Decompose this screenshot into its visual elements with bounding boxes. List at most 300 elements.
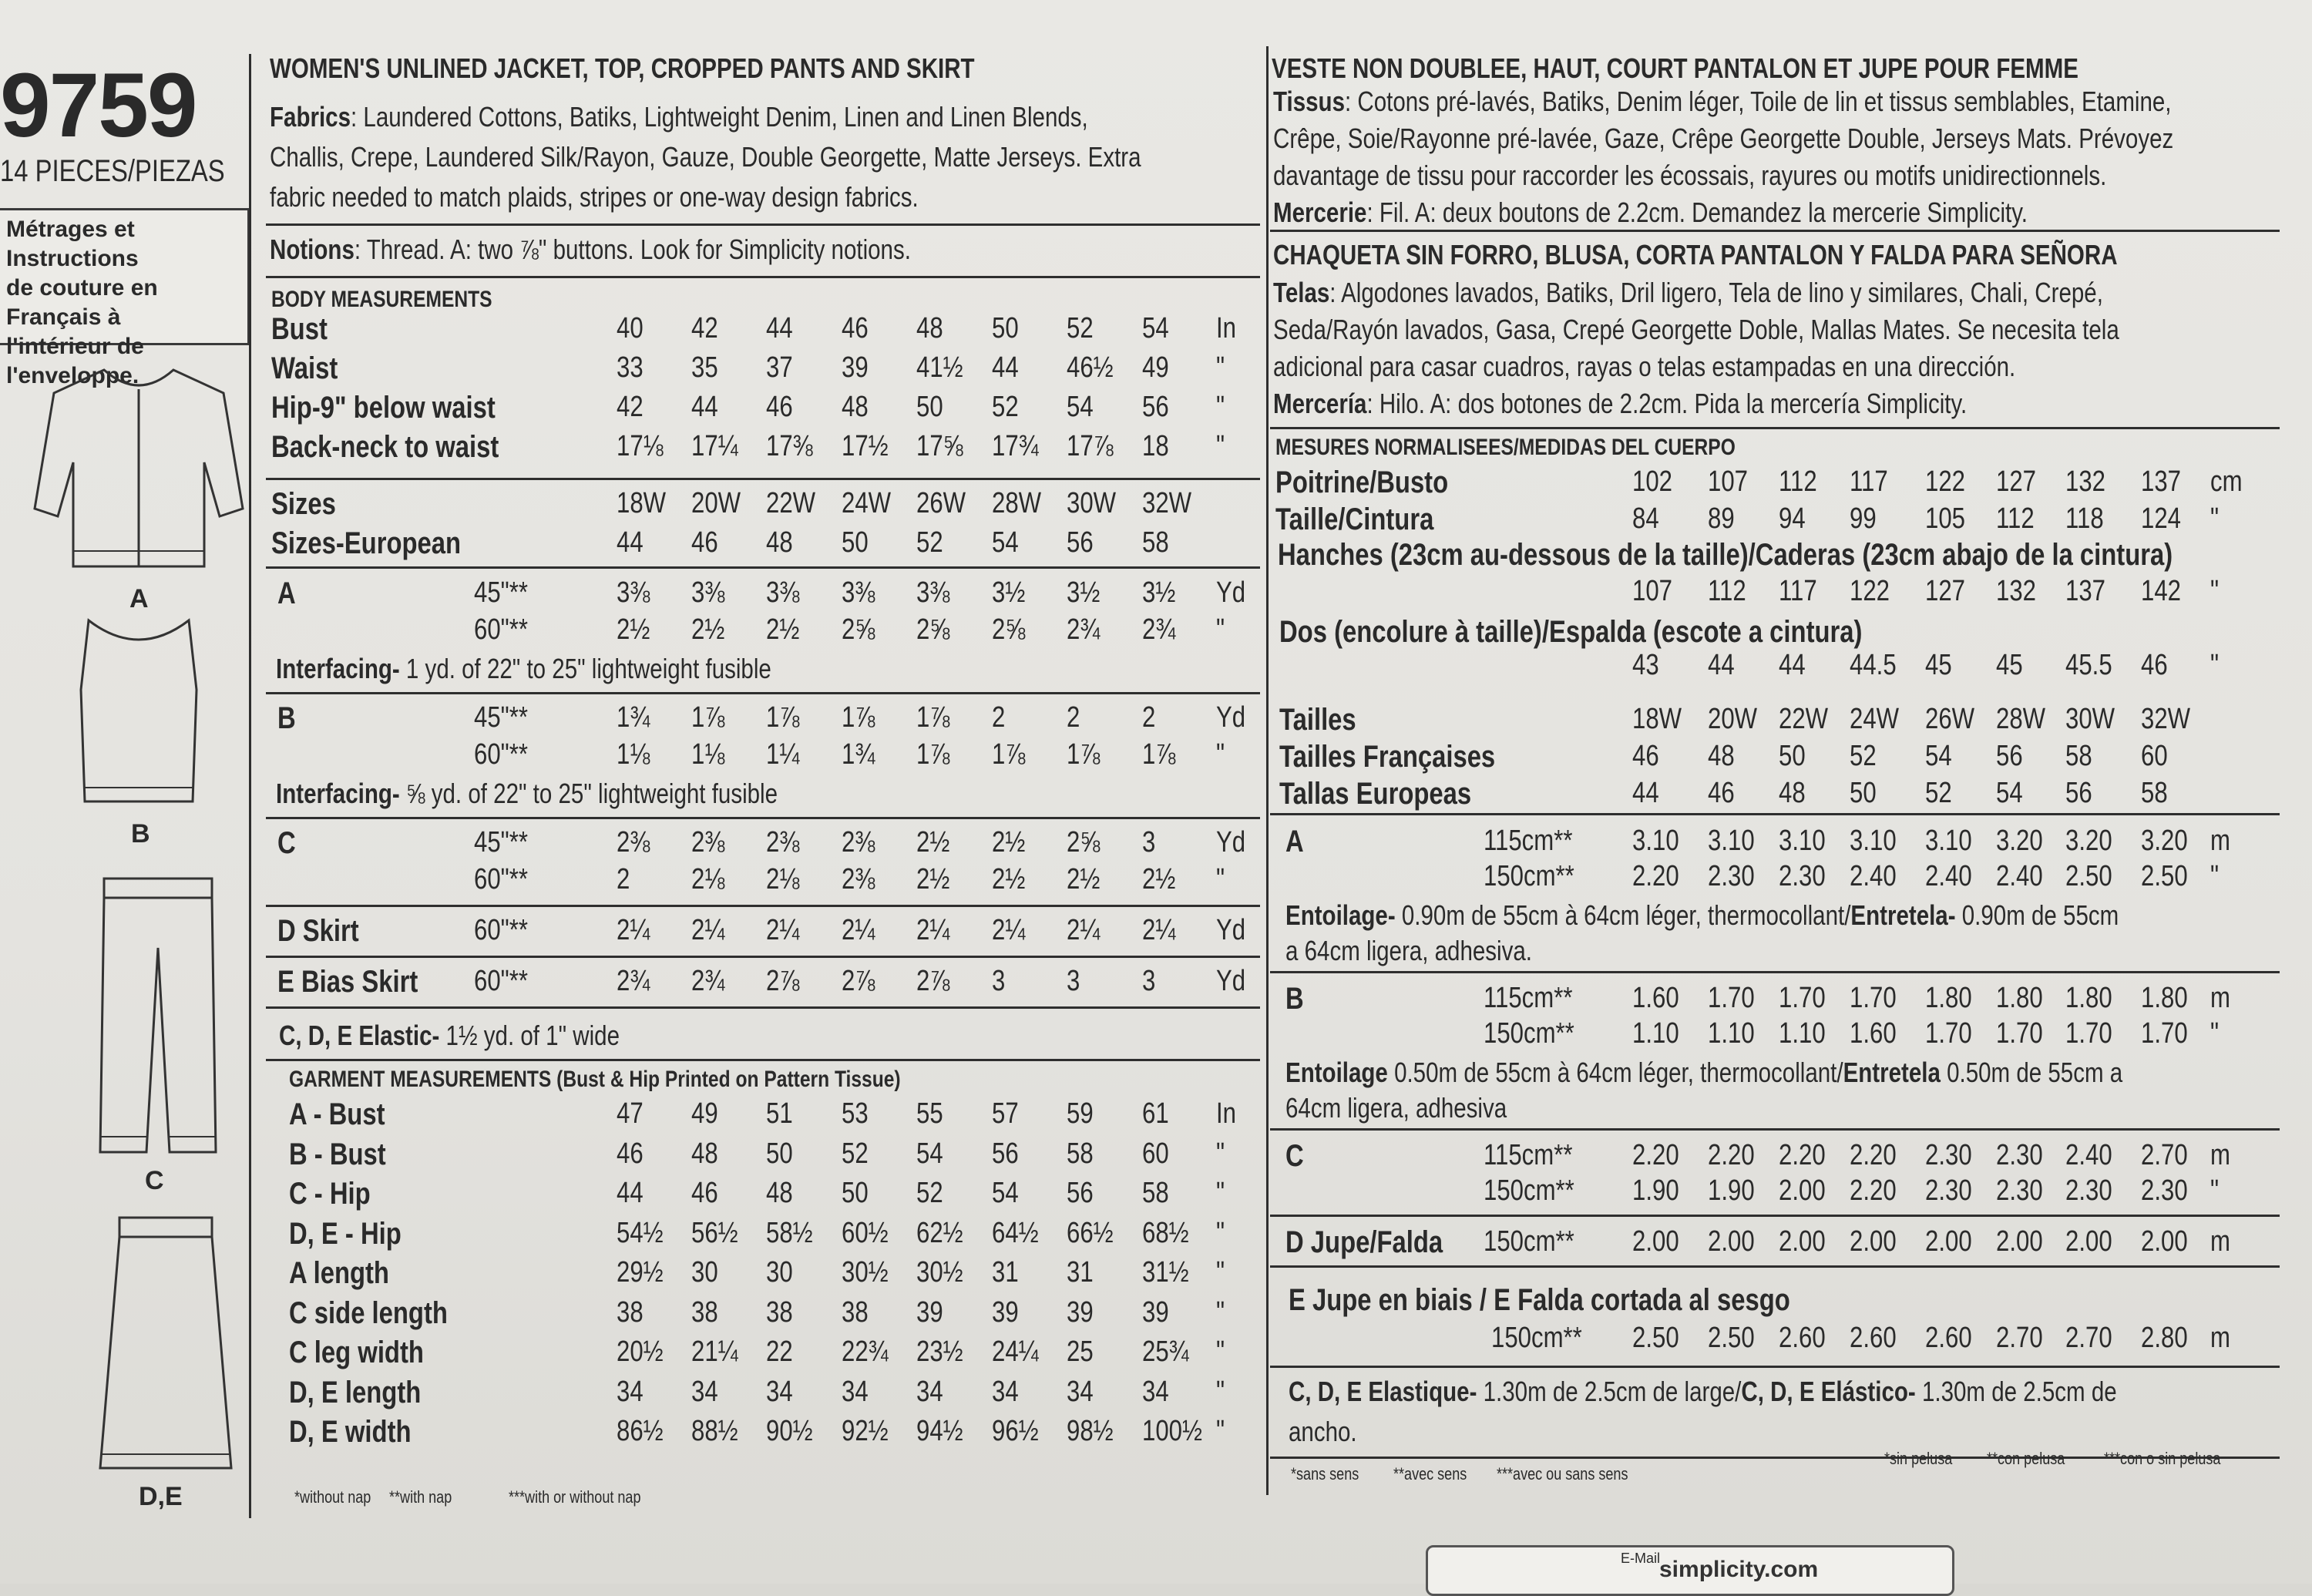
cell-value: 48 (916, 312, 943, 344)
footnote: ***con o sin pelusa (2104, 1449, 2221, 1468)
footnote: ***with or without nap (509, 1487, 641, 1507)
unit-label: " (1216, 1375, 1225, 1408)
cell-value: 2.00 (2141, 1225, 2188, 1258)
rule (1270, 813, 2280, 815)
cell-value: 52 (1925, 777, 1952, 809)
unit-label: m (2210, 982, 2230, 1014)
cell-value: 127 (1996, 465, 2036, 498)
cell-value: 56 (1067, 1177, 1094, 1209)
bias-label: E Jupe en biais / E Falda cortada al sesgo (1289, 1283, 1790, 1317)
unit-label: m (2210, 1322, 2230, 1354)
footnote: **with nap (389, 1487, 452, 1507)
cell-value: 98½ (1067, 1415, 1114, 1447)
row-label: B - Bust (289, 1137, 386, 1171)
unit-label: " (1216, 1336, 1225, 1368)
cell-value: 3.10 (1925, 825, 1972, 857)
cell-value: 58 (1142, 526, 1169, 559)
view-a-jacket-figure (31, 362, 247, 578)
cell-value: 2.20 (1850, 1174, 1897, 1207)
cell-value: 35 (691, 351, 718, 384)
cell-value: 23½ (916, 1336, 963, 1368)
cell-value: 54 (1925, 740, 1952, 772)
cell-value: 2¾ (1067, 613, 1101, 646)
fabric-width: 45"** (474, 701, 528, 734)
cell-value: 1.90 (1708, 1174, 1755, 1207)
cell-value: 132 (1996, 575, 2036, 607)
rule (266, 817, 1260, 819)
unit-label: In (1216, 312, 1236, 344)
cell-value: 117 (1850, 465, 1888, 498)
cell-value: 2⅛ (766, 863, 800, 895)
cell-value: 38 (691, 1295, 718, 1329)
rule (266, 223, 1260, 226)
fabric-width: 115cm** (1484, 982, 1573, 1014)
cell-value: 56 (2065, 777, 2092, 809)
cell-value: 2.70 (1996, 1322, 2043, 1354)
unit-label: " (1216, 1216, 1225, 1249)
cell-value: 1⅞ (766, 701, 800, 734)
cell-value: 137 (2065, 575, 2105, 607)
cell-value: 46 (1632, 740, 1659, 772)
cell-value: 44 (691, 391, 718, 423)
interfacing-note: Entoilage 0.50m de 55cm à 64cm léger, thermocollant/Entretela 0.50m de 55cm a (1285, 1057, 2123, 1088)
fabrics-label: Fabrics (270, 101, 351, 133)
cell-value: 112 (1708, 575, 1746, 607)
cell-value: 1.10 (1708, 1017, 1755, 1050)
unit-label: " (1216, 1256, 1225, 1289)
cell-value: 39 (842, 351, 869, 384)
cell-value: 60½ (842, 1216, 889, 1249)
cell-value: 30W (2065, 703, 2115, 735)
cell-value: 26W (1925, 703, 1975, 735)
fabric-width: 60"** (474, 613, 528, 646)
cell-value: 31 (1067, 1256, 1094, 1289)
cell-value: 124 (2141, 502, 2181, 535)
measure-header: MESURES NORMALISEES/MEDIDAS DEL CUERPO (1275, 435, 1736, 460)
center-divider (1266, 46, 1269, 1495)
cell-value: 3.10 (1708, 825, 1755, 857)
cell-value: 2.30 (2065, 1174, 2112, 1207)
cell-value: 54½ (617, 1216, 664, 1249)
rule (266, 566, 1260, 569)
cell-value: 52 (1067, 312, 1094, 344)
cell-value: 48 (766, 526, 793, 559)
unit-label: " (1216, 1295, 1225, 1329)
row-label: C - Hip (289, 1177, 371, 1211)
row-label: Back-neck to waist (271, 430, 499, 464)
cell-value: 84 (1632, 502, 1659, 535)
cell-value: 1.80 (2141, 982, 2188, 1014)
cell-value: 45 (1996, 649, 2023, 681)
cell-value: 1.60 (1850, 1017, 1897, 1050)
cell-value: 34 (992, 1375, 1019, 1408)
cell-value: 1.80 (1996, 982, 2043, 1014)
row-label: D, E width (289, 1415, 412, 1449)
row-label: C side length (289, 1295, 448, 1330)
cell-value: 2.70 (2065, 1322, 2112, 1354)
cell-value: 3½ (1142, 576, 1176, 609)
cell-value: 2.40 (1850, 860, 1897, 892)
cell-value: 102 (1632, 465, 1672, 498)
cell-value: 2½ (691, 613, 725, 646)
fabric-width: 115cm** (1484, 825, 1573, 857)
fabric-width: 60"** (474, 965, 528, 997)
cell-value: 3⅜ (916, 576, 950, 609)
fabrics-text: Challis, Crepe, Laundered Silk/Rayon, Gauze, Double Georgette, Matte Jerseys. Extra (270, 141, 1141, 173)
cell-value: 49 (1142, 351, 1169, 384)
cell-value: 1.80 (2065, 982, 2112, 1014)
spanish-title: CHAQUETA SIN FORRO, BLUSA, CORTA PANTALON Y FALDA PARA SEÑORA (1273, 239, 2118, 270)
cell-value: 2¾ (1142, 613, 1176, 646)
cell-value: 46 (1708, 777, 1735, 809)
cell-value: 26W (916, 487, 966, 519)
cell-value: 2.20 (1632, 1139, 1679, 1171)
figure-label-c: C (145, 1166, 164, 1195)
cell-value: 40 (617, 312, 644, 344)
cell-value: 1⅞ (1067, 738, 1101, 771)
unit-label: cm (2210, 465, 2243, 498)
cell-value: 25 (1067, 1336, 1094, 1368)
cell-value: 33 (617, 351, 644, 384)
cell-value: 2.30 (1925, 1174, 1972, 1207)
unit-label: " (1216, 1177, 1225, 1209)
cell-value: 86½ (617, 1415, 664, 1447)
cell-value: 2.80 (2141, 1322, 2188, 1354)
cell-value: 2.00 (1632, 1225, 1679, 1258)
cell-value: 17⅝ (916, 430, 963, 462)
cell-value: 17⅜ (766, 430, 813, 462)
cell-value: 58 (1067, 1137, 1094, 1170)
cell-value: 46 (842, 312, 869, 344)
cell-value: 2 (617, 863, 630, 895)
cell-value: 3⅜ (691, 576, 725, 609)
cell-value: 56 (992, 1137, 1019, 1170)
cell-value: 20W (1708, 703, 1758, 735)
view-label: D Jupe/Falda (1285, 1225, 1443, 1259)
cell-value: 42 (617, 391, 644, 423)
cell-value: 54 (992, 1177, 1019, 1209)
french-box-line: l'enveloppe. (6, 363, 139, 388)
cell-value: 51 (766, 1097, 793, 1130)
cell-value: 1⅞ (916, 738, 950, 771)
cell-value: 57 (992, 1097, 1019, 1130)
cell-value: 1.10 (1632, 1017, 1679, 1050)
row-label: Bust (271, 312, 328, 346)
elastic-note: ancho. (1289, 1416, 1357, 1447)
unit-label: " (1216, 430, 1225, 462)
cell-value: 58½ (766, 1216, 813, 1249)
cell-value: 2.00 (1850, 1225, 1897, 1258)
cell-value: 99 (1850, 502, 1877, 535)
unit-label: " (1216, 738, 1225, 771)
cell-value: 3.10 (1850, 825, 1897, 857)
cell-value: 44 (617, 1177, 644, 1209)
unit-label: Yd (1216, 826, 1246, 858)
cell-value: 34 (1067, 1375, 1094, 1408)
cell-value: 50 (766, 1137, 793, 1170)
cell-value: 137 (2141, 465, 2181, 498)
cell-value: 105 (1925, 502, 1965, 535)
cell-value: 1.60 (1632, 982, 1679, 1014)
cell-value: 17⅞ (1067, 430, 1114, 462)
cell-value: 44 (617, 526, 644, 559)
unit-label: " (2210, 502, 2220, 535)
cell-value: 48 (1779, 777, 1806, 809)
cell-value: 2⅜ (766, 826, 800, 858)
cell-value: 1⅞ (1142, 738, 1176, 771)
cell-value: 54 (916, 1137, 943, 1170)
cell-value: 2¼ (916, 914, 950, 946)
fabrics-text: : Laundered Cottons, Batiks, Lightweight Denim, Linen and Linen Blends, (351, 101, 1088, 133)
cell-value: 2⅜ (842, 863, 875, 895)
cell-value: 38 (617, 1295, 644, 1329)
cell-value: 20½ (617, 1336, 664, 1368)
cell-value: 3.20 (1996, 825, 2043, 857)
cell-value: 2⅛ (691, 863, 725, 895)
cell-value: 3.20 (2065, 825, 2112, 857)
hip-label: Hanches (23cm au-dessous de la taille)/Caderas (23cm abajo de la cintura) (1278, 538, 2173, 572)
cell-value: 34 (842, 1375, 869, 1408)
fabric-width: 150cm** (1491, 1322, 1582, 1354)
cell-value: 2½ (766, 613, 800, 646)
cell-value: 50 (842, 1177, 869, 1209)
cell-value: 31 (992, 1256, 1019, 1289)
back-label: Dos (encolure à taille)/Espalda (escote a cintura) (1279, 615, 1863, 649)
cell-value: 32W (2141, 703, 2191, 735)
cell-value: 3½ (1067, 576, 1101, 609)
cell-value: 22W (1779, 703, 1829, 735)
cell-value: 50 (916, 391, 943, 423)
cell-value: 2⅝ (992, 613, 1026, 646)
cell-value: 60 (2141, 740, 2168, 772)
cell-value: 30W (1067, 487, 1117, 519)
cell-value: 44 (992, 351, 1019, 384)
cell-value: 2½ (1067, 863, 1101, 895)
cell-value: 1.70 (1708, 982, 1755, 1014)
unit-label: Yd (1216, 965, 1246, 997)
rule (1270, 230, 2280, 232)
french-title: VESTE NON DOUBLEE, HAUT, COURT PANTALON ET JUPE POUR FEMME (1272, 52, 2078, 84)
cell-value: 1.10 (1779, 1017, 1826, 1050)
cell-value: 94½ (916, 1415, 963, 1447)
cell-value: 50 (1850, 777, 1877, 809)
cell-value: 29½ (617, 1256, 664, 1289)
cell-value: 2½ (992, 863, 1026, 895)
pattern-number: 9759 (0, 55, 197, 156)
english-title: WOMEN'S UNLINED JACKET, TOP, CROPPED PANTS AND SKIRT (270, 52, 975, 84)
cell-value: 22 (766, 1336, 793, 1368)
cell-value: 2.00 (1779, 1225, 1826, 1258)
cell-value: 1.70 (1996, 1017, 2043, 1050)
view-label: E Bias Skirt (277, 965, 418, 999)
fabric-width: 150cm** (1484, 1174, 1574, 1207)
cell-value: 2⅝ (842, 613, 875, 646)
view-label: D Skirt (277, 914, 359, 948)
interfacing-note: a 64cm ligera, adhesiva. (1285, 935, 1532, 966)
cell-value: 2¼ (1142, 914, 1176, 946)
french-box-line: Métrages et Instructions (6, 217, 139, 271)
view-label: C (277, 826, 296, 860)
cell-value: 2.50 (2065, 860, 2112, 892)
cell-value: 39 (916, 1295, 943, 1329)
elastic-note: C, D, E Elastique- 1.30m de 2.5cm de large/C, D, E Elástico- 1.30m de 2.5cm de (1289, 1376, 2117, 1407)
cell-value: 1⅞ (842, 701, 875, 734)
cell-value: 3⅜ (842, 576, 875, 609)
interfacing-note: Entoilage- 0.90m de 55cm à 64cm léger, thermocollant/Entretela- 0.90m de 55cm (1285, 899, 2119, 931)
unit-label: " (1216, 1137, 1225, 1170)
cell-value: 3 (1142, 965, 1156, 997)
rule (266, 478, 1260, 480)
french-fabrics-paragraph: Tissus: Cotons pré-lavés, Batiks, Denim léger, Toile de lin et tissus semblables, Etamine, Crêpe, Soie/Rayonne pré-lavée, Gaze, Crêpe Georgette Double, Jerseys Mats. Prévoyez davantage de tissu pour raccorder les écossais, rayures ou motifs unidirectionnels. Mercerie: Fil. A: deux boutons de 2.2cm. Demandez la mercerie Simplicity. (1273, 86, 2174, 228)
view-label: A (277, 576, 296, 610)
cell-value: 24¼ (992, 1336, 1039, 1368)
bottom-label-fragment (1426, 1545, 1954, 1596)
unit-label: " (2210, 860, 2220, 892)
cell-value: 34 (1142, 1375, 1169, 1408)
cell-value: 50 (1779, 740, 1806, 772)
row-label: Tailles Françaises (1279, 740, 1496, 774)
website-text: simplicity.com (1659, 1557, 1819, 1582)
cell-value: 46 (691, 526, 718, 559)
unit-label: m (2210, 1139, 2230, 1171)
email-label: E-Mail (1621, 1551, 1661, 1566)
view-label: C (1285, 1139, 1304, 1173)
rule (1270, 1128, 2280, 1131)
row-label: C leg width (289, 1336, 424, 1369)
rule (1270, 1366, 2280, 1368)
cell-value: 2.30 (1779, 860, 1826, 892)
left-divider (249, 54, 251, 1518)
cell-value: 50 (842, 526, 869, 559)
cell-value: 2.20 (1850, 1139, 1897, 1171)
cell-value: 117 (1779, 575, 1817, 607)
cell-value: 25¾ (1142, 1336, 1189, 1368)
cell-value: 68½ (1142, 1216, 1189, 1249)
cell-value: 2½ (1142, 863, 1176, 895)
footnote: *sans sens (1291, 1464, 1359, 1483)
french-box-line: l'intérieur de (6, 334, 144, 359)
cell-value: 39 (1067, 1295, 1094, 1329)
row-label: A - Bust (289, 1097, 385, 1131)
cell-value: 2.50 (1708, 1322, 1755, 1354)
cell-value: 2¼ (691, 914, 725, 946)
cell-value: 20W (691, 487, 741, 519)
cell-value: 24W (1850, 703, 1900, 735)
figure-label-b: B (131, 819, 150, 848)
cell-value: 142 (2141, 575, 2181, 607)
cell-value: 1.70 (1779, 982, 1826, 1014)
cell-value: 107 (1632, 575, 1672, 607)
unit-label: m (2210, 1225, 2230, 1258)
rule (266, 1006, 1260, 1009)
cell-value: 53 (842, 1097, 869, 1130)
unit-label: Yd (1216, 576, 1246, 609)
cell-value: 3⅜ (617, 576, 650, 609)
cell-value: 46½ (1067, 351, 1114, 384)
unit-label: In (1216, 1097, 1236, 1130)
cell-value: 52 (916, 526, 943, 559)
garment-measurements-header: GARMENT MEASUREMENTS (Bust & Hip Printed on Pattern Tissue) (289, 1067, 901, 1092)
cell-value: 2.20 (1708, 1139, 1755, 1171)
cell-value: 2½ (916, 826, 950, 858)
cell-value: 31½ (1142, 1256, 1189, 1289)
fabric-width: 60"** (474, 738, 528, 771)
cell-value: 2¼ (766, 914, 800, 946)
cell-value: 39 (992, 1295, 1019, 1329)
cell-value: 56 (1142, 391, 1169, 423)
cell-value: 2.00 (2065, 1225, 2112, 1258)
view-c-pants-figure (92, 875, 223, 1160)
cell-value: 45 (1925, 649, 1952, 681)
cell-value: 132 (2065, 465, 2105, 498)
cell-value: 100½ (1142, 1415, 1202, 1447)
rule (266, 956, 1260, 958)
cell-value: 17⅛ (617, 430, 664, 462)
cell-value: 22W (766, 487, 816, 519)
cell-value: 2¾ (691, 965, 725, 997)
cell-value: 44 (766, 312, 793, 344)
cell-value: 2.00 (1996, 1225, 2043, 1258)
fabric-width: 150cm** (1484, 1225, 1574, 1258)
cell-value: 2⅞ (842, 965, 875, 997)
row-label: D, E length (289, 1375, 422, 1410)
footnote: *without nap (294, 1487, 371, 1507)
spanish-fabrics-paragraph: Telas: Algodones lavados, Batiks, Dril ligero, Tela de lino y similares, Chali, Crepé, Seda/Rayón lavados, Gasa, Crepé Georgette Doble, Mallas Mates. Se necesita tela adicional para casar cuadros, rayas o telas estampadas en una dirección. Mercería: Hilo. A: dos botones de 2.2cm. Pida la mercería Simplicity. (1273, 277, 2119, 419)
row-label: A length (289, 1256, 389, 1290)
cell-value: 56 (1996, 740, 2023, 772)
cell-value: 3⅜ (766, 576, 800, 609)
cell-value: 1¾ (617, 701, 650, 734)
cell-value: 2⅞ (766, 965, 800, 997)
cell-value: 62½ (916, 1216, 963, 1249)
cell-value: 2¼ (1067, 914, 1101, 946)
cell-value: 2.30 (1996, 1174, 2043, 1207)
cell-value: 39 (1142, 1295, 1169, 1329)
cell-value: 2.00 (1779, 1174, 1826, 1207)
unit-label: " (1216, 1415, 1225, 1447)
cell-value: 2¾ (617, 965, 650, 997)
cell-value: 44 (1632, 777, 1659, 809)
cell-value: 3.10 (1779, 825, 1826, 857)
cell-value: 2.50 (2141, 860, 2188, 892)
cell-value: 112 (1779, 465, 1817, 498)
cell-value: 122 (1925, 465, 1965, 498)
row-label: Taille/Cintura (1275, 502, 1434, 536)
row-label: Hip-9" below waist (271, 391, 496, 425)
cell-value: 44 (1779, 649, 1806, 681)
cell-value: 48 (691, 1137, 718, 1170)
rule (1270, 427, 2280, 429)
cell-value: 2½ (617, 613, 650, 646)
cell-value: 61 (1142, 1097, 1169, 1130)
row-label: D, E - Hip (289, 1216, 402, 1251)
cell-value: 1.80 (1925, 982, 1972, 1014)
rule (266, 276, 1260, 278)
cell-value: 94 (1779, 502, 1806, 535)
french-instructions-box (0, 208, 250, 388)
cell-value: 52 (992, 391, 1019, 423)
view-label: B (1285, 982, 1304, 1016)
cell-value: 1¼ (766, 738, 800, 771)
rule (1270, 1215, 2280, 1217)
cell-value: 64½ (992, 1216, 1039, 1249)
cell-value: 2½ (916, 863, 950, 895)
cell-value: 58 (2141, 777, 2168, 809)
cell-value: 2.30 (1708, 860, 1755, 892)
cell-value: 22¾ (842, 1336, 889, 1368)
cell-value: 34 (766, 1375, 793, 1408)
cell-value: 38 (842, 1295, 869, 1329)
